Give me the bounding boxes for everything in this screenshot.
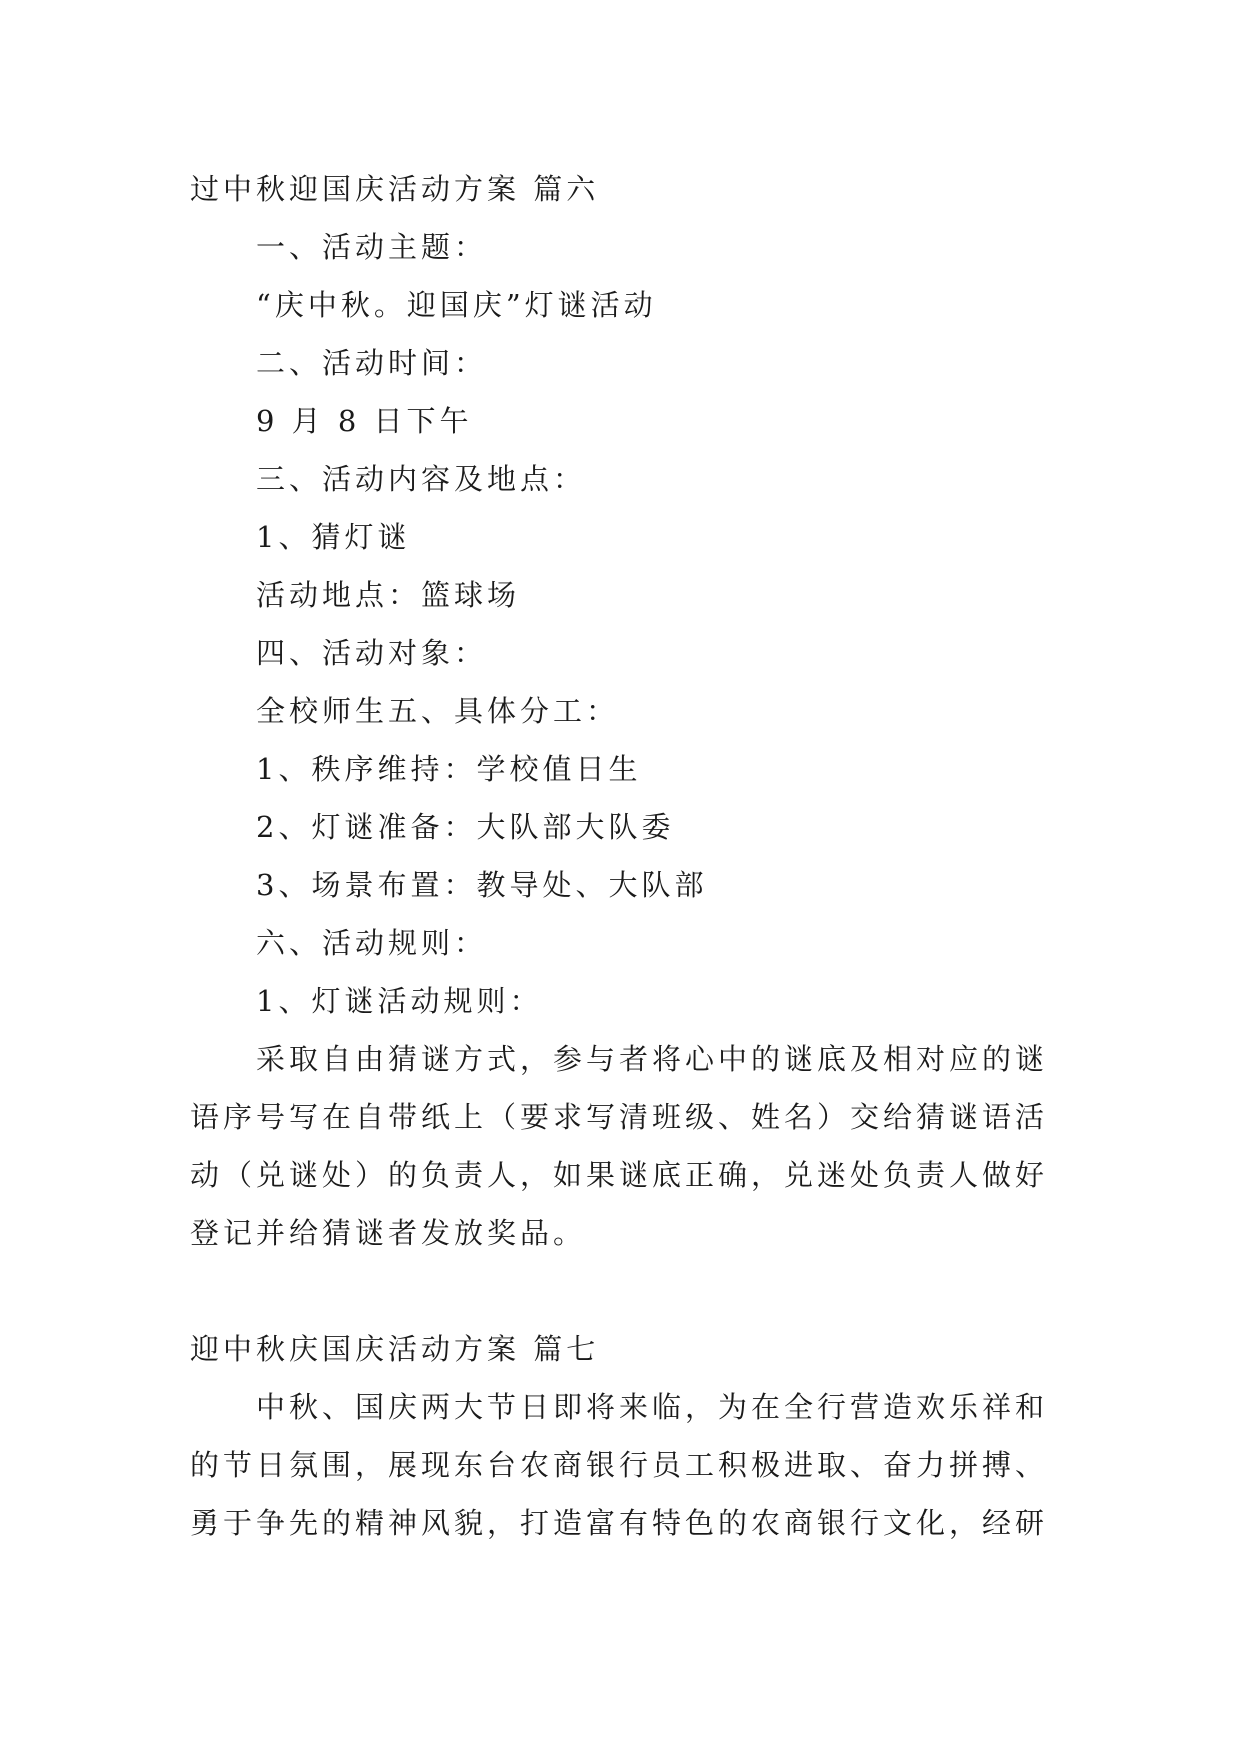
section6-line-content-heading: 三、活动内容及地点：	[256, 462, 587, 496]
paragraph-line: 中秋、国庆两大节日即将来临，为在全行营造欢乐祥和	[256, 1390, 1049, 1424]
section6-line-theme: “庆中秋。迎国庆”灯谜活动	[256, 288, 657, 322]
section7-intro-paragraph	[190, 1378, 1070, 1552]
section6-line-audience-heading: 四、活动对象：	[256, 636, 488, 670]
section6-line-time-heading: 二、活动时间：	[256, 346, 488, 380]
section6-line-rules-1: 1、灯谜活动规则：	[256, 984, 543, 1018]
paragraph-line: 语序号写在自带纸上（要求写清班级、姓名）交给猜谜语活	[190, 1100, 1049, 1134]
section6-line-time: 9 月 8 日下午	[256, 404, 473, 438]
section6-line-duty-1: 1、秩序维持：学校值日生	[256, 752, 642, 786]
paragraph-line: 的节日氛围，展现东台农商银行员工积极进取、奋力拼搏、	[190, 1448, 1049, 1482]
section6-line-riddle: 1、猜灯谜	[256, 520, 411, 554]
section6-line-rules-heading: 六、活动规则：	[256, 926, 488, 960]
paragraph-line: 动（兑谜处）的负责人，如果谜底正确，兑迷处负责人做好	[190, 1158, 1049, 1192]
section6-line-duty-2: 2、灯谜准备：大队部大队委	[256, 810, 675, 844]
paragraph-line: 采取自由猜谜方式，参与者将心中的谜底及相对应的谜	[256, 1042, 1049, 1076]
section6-rules-paragraph	[190, 1030, 1070, 1262]
section7-title: 迎中秋庆国庆活动方案 篇七	[190, 1332, 600, 1366]
section6-line-audience: 全校师生五、具体分工：	[256, 694, 620, 728]
section6-title: 过中秋迎国庆活动方案 篇六	[190, 172, 600, 206]
section6-line-duty-3: 3、场景布置：教导处、大队部	[256, 868, 708, 902]
section6-line-location: 活动地点：篮球场	[256, 578, 521, 612]
document-body	[190, 160, 1070, 1552]
paragraph-line: 登记并给猜谜者发放奖品。	[190, 1216, 587, 1250]
section6-line-theme-heading: 一、活动主题：	[256, 230, 488, 264]
paragraph-line: 勇于争先的精神风貌，打造富有特色的农商银行文化，经研	[190, 1506, 1049, 1540]
section-spacer	[190, 1262, 1070, 1320]
